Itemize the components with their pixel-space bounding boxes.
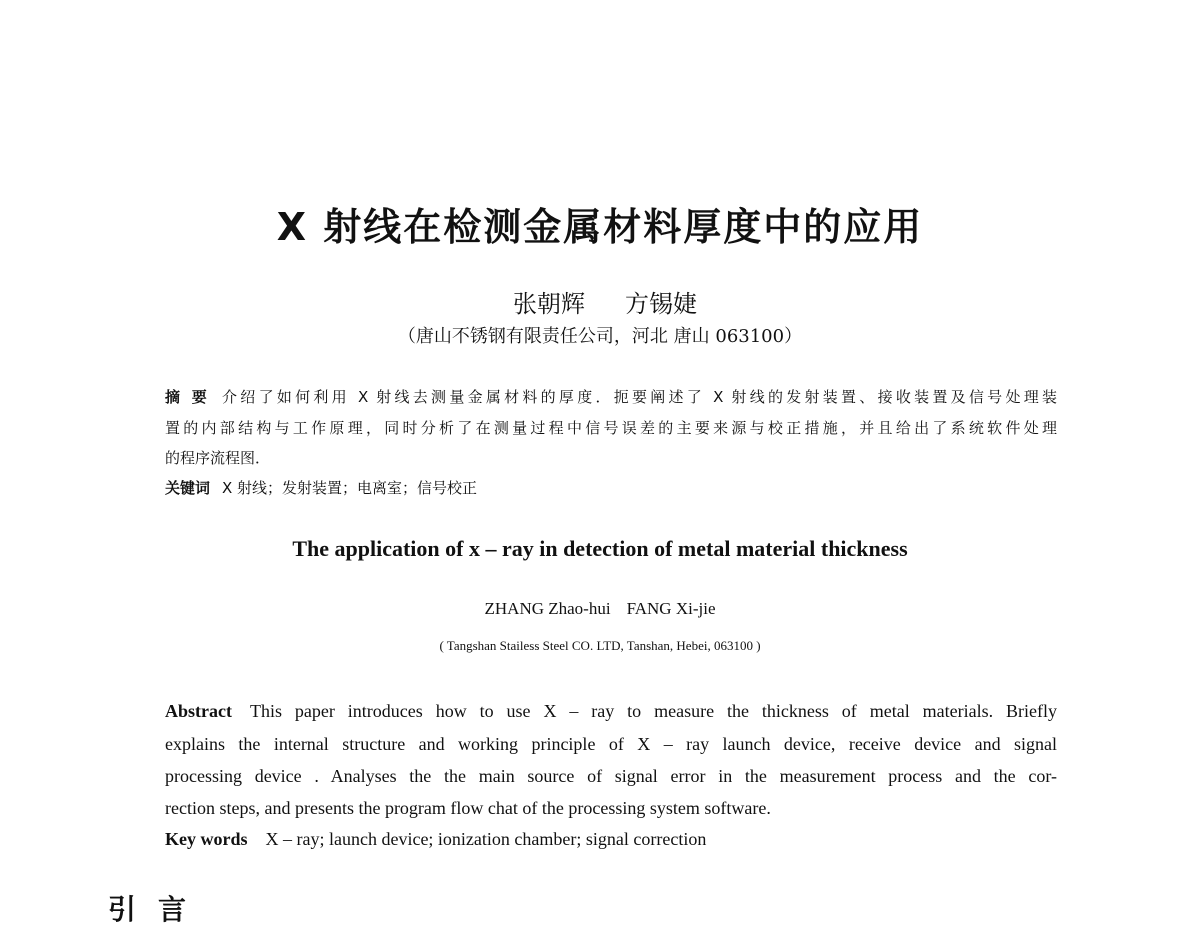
abstract-en-text: This paper introduces how to use X – ray to measure the thickness of metal materials. Briefly bbox=[249, 701, 1057, 721]
abstract-en-line: processing device . Analyses the the main source of signal error in the measurement process and the cor- bbox=[165, 766, 1057, 786]
keywords-cn-label: 关键词 bbox=[165, 479, 211, 497]
keywords-en-text: X – ray; launch device; ionization chamber; signal correction bbox=[265, 829, 707, 849]
abstract-cn-line: 的程序流程图． bbox=[165, 449, 271, 467]
english-title: The application of x – ray in detection of metal material thickness bbox=[292, 536, 908, 561]
author-name: FANG Xi-jie bbox=[626, 599, 716, 618]
abstract-cn-label: 摘 要 bbox=[165, 388, 211, 406]
abstract-cn-line: 置的内部结构与工作原理，同时分析了在测量过程中信号误差的主要来源与校正措施，并且给出了系统软件处理 bbox=[165, 419, 1057, 437]
section-heading-introduction: 引言 bbox=[108, 893, 209, 926]
affiliation-en: ( Tangshan Stailess Steel CO. LTD, Tanshan, Hebei, 063100 ) bbox=[439, 638, 761, 653]
abstract-en-line: rection steps, and presents the program flow chat of the processing system software. bbox=[165, 798, 771, 818]
author-name: 方锡婕 bbox=[625, 290, 697, 318]
abstract-en-line bbox=[165, 701, 1057, 722]
abstract-cn-text: 介绍了如何利用 X 射线去测量金属材料的厚度．扼要阐述了 X 射线的发射装置、接收装置及信号处理装 bbox=[222, 388, 1057, 406]
authors-cn bbox=[513, 284, 737, 319]
keywords-cn bbox=[165, 477, 1057, 498]
authors-en bbox=[0, 599, 1200, 619]
paper-title: X 射线在检测金属材料厚度中的应用 bbox=[276, 205, 924, 249]
abstract-cn-line bbox=[165, 386, 1057, 407]
author-name: ZHANG Zhao-hui bbox=[484, 599, 611, 618]
affiliation-cn: （唐山不锈钢有限责任公司，河北 唐山 063100） bbox=[397, 326, 803, 347]
keywords-cn-text: X 射线；发射装置；电离室；信号校正 bbox=[222, 479, 478, 497]
abstract-en-label: Abstract bbox=[165, 701, 232, 721]
keywords-en bbox=[165, 829, 1057, 850]
author-name: 张朝辉 bbox=[513, 290, 585, 318]
abstract-en-line: explains the internal structure and working principle of X – ray launch device, receive device and signal bbox=[165, 734, 1057, 754]
keywords-en-label: Key words bbox=[165, 829, 248, 849]
